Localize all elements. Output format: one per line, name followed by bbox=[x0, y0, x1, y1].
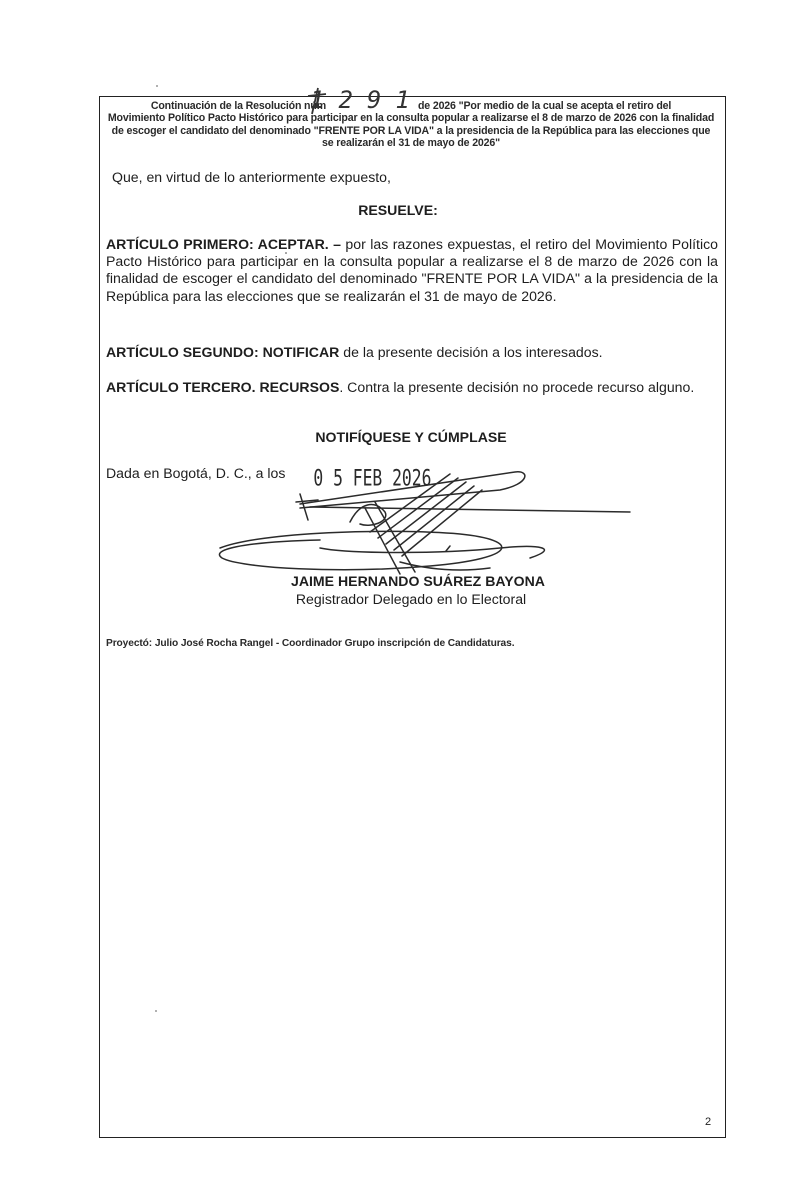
article-third bbox=[106, 379, 718, 396]
header-line-3: de escoger el candidato del denominado "FRENTE POR LA VIDA" a la presidencia de la República para las elecciones que bbox=[111, 124, 711, 137]
scan-speck bbox=[156, 85, 158, 87]
article-third-text: . Contra la presente decisión no procede recurso alguno. bbox=[339, 379, 695, 395]
resolve-heading: RESUELVE: bbox=[358, 202, 438, 218]
article-second-text: de la presente decisión a los interesados. bbox=[339, 344, 603, 360]
article-second-heading: ARTÍCULO SEGUNDO: NOTIFICAR bbox=[106, 344, 340, 360]
article-first bbox=[106, 236, 718, 305]
date-stamp-text: 0 5 FEB 2026 bbox=[313, 464, 432, 490]
intro-paragraph: Que, en virtud de lo anteriormente expuesto, bbox=[112, 169, 391, 185]
given-in-line: Dada en Bogotá, D. C., a los bbox=[106, 465, 286, 481]
article-second bbox=[106, 344, 718, 361]
header-line-4: se realizarán el 31 de mayo de 2026" bbox=[321, 137, 501, 150]
article-first-text: por las razones expuestas, el retiro del Movimiento Político Pacto Histórico para participar en la consulta popular a realizarse el 8 de marzo de 2026 con la finalidad de escoger el candidato del denominado "FRENTE POR LA VIDA" a la presidencia de la República para las elecciones que se realizarán el 31 de mayo de 2026. bbox=[106, 236, 718, 304]
handwritten-resolution-number bbox=[302, 80, 432, 116]
signer-name: JAIME HERNANDO SUÁREZ BAYONA bbox=[291, 573, 545, 589]
notify-heading: NOTIFÍQUESE Y CÚMPLASE bbox=[315, 429, 507, 445]
handwritten-number-text: 1291 bbox=[310, 86, 424, 114]
article-first-heading: ARTÍCULO PRIMERO: ACEPTAR. – bbox=[106, 236, 341, 252]
header-line-2: Movimiento Político Pacto Histórico para participar en la consulta popular a realizarse el 8 de marzo de 2026 con la finalidad bbox=[107, 112, 715, 125]
signer-role: Registrador Delegado en lo Electoral bbox=[295, 591, 527, 607]
header-line-1: Continuación de la Resolución núm de 2026 "Por medio de la cual se acepta el retiro del bbox=[150, 100, 672, 112]
projected-by-note: Proyectó: Julio José Rocha Rangel - Coordinador Grupo inscripción de Candidaturas. bbox=[106, 638, 515, 649]
article-third-heading: ARTÍCULO TERCERO. RECURSOS bbox=[106, 379, 340, 395]
page-number: 2 bbox=[705, 1116, 712, 1128]
